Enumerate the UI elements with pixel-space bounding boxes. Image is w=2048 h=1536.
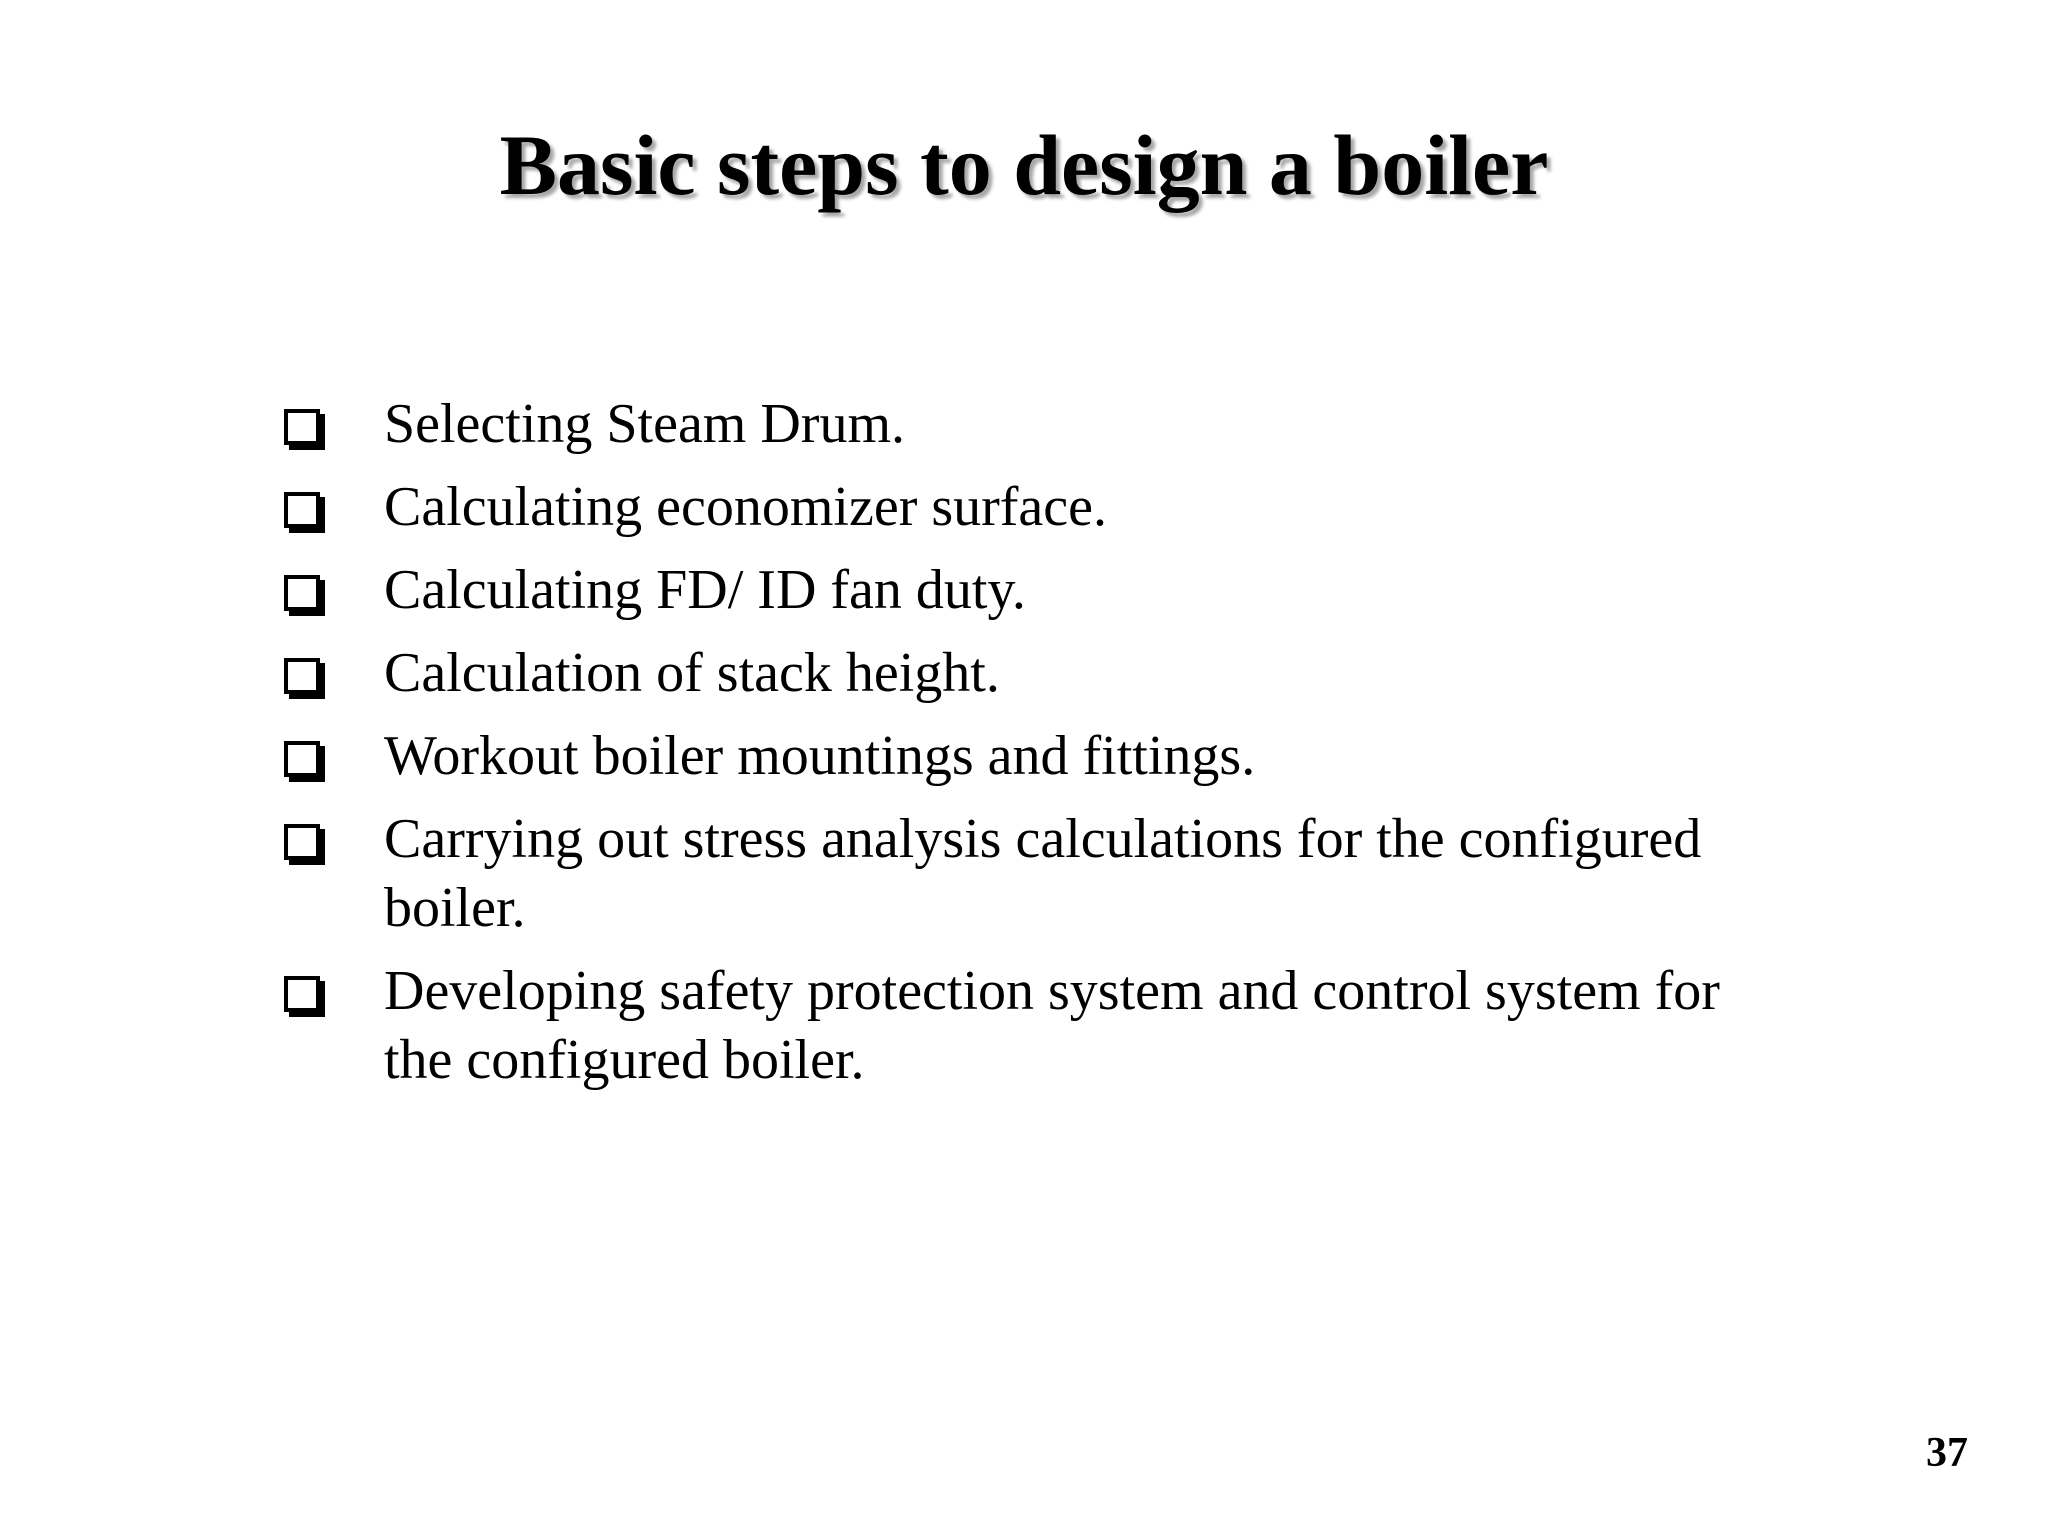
list-item xyxy=(280,473,1800,542)
list-item xyxy=(280,805,1800,943)
list-item-text: Workout boiler mountings and fittings. xyxy=(384,725,1256,787)
slide-title: Basic steps to design a boiler xyxy=(499,117,1549,213)
checkbox-square-icon xyxy=(284,409,320,445)
list-item-text: Calculation of stack height. xyxy=(384,642,1000,704)
list-item xyxy=(280,390,1800,459)
list-item xyxy=(280,639,1800,708)
checkbox-square-icon xyxy=(284,824,320,860)
checkbox-square-icon xyxy=(284,658,320,694)
checkbox-square-icon xyxy=(284,575,320,611)
checkbox-square-icon xyxy=(284,492,320,528)
page-number: 37 xyxy=(1926,1430,1968,1476)
list-item xyxy=(280,556,1800,625)
checkbox-square-icon xyxy=(284,976,320,1012)
list-item-text: Calculating economizer surface. xyxy=(384,476,1107,538)
list-item-text: Calculating FD/ ID fan duty. xyxy=(384,559,1026,621)
list-item-text: Developing safety protection system and control system for the configured boiler. xyxy=(384,960,1720,1091)
list-item-text: Selecting Steam Drum. xyxy=(384,393,906,455)
checkbox-square-icon xyxy=(284,741,320,777)
bullet-list xyxy=(280,390,1800,1109)
list-item xyxy=(280,722,1800,791)
list-item-text: Carrying out stress analysis calculations for the configured boiler. xyxy=(384,808,1702,939)
list-item xyxy=(280,957,1800,1095)
